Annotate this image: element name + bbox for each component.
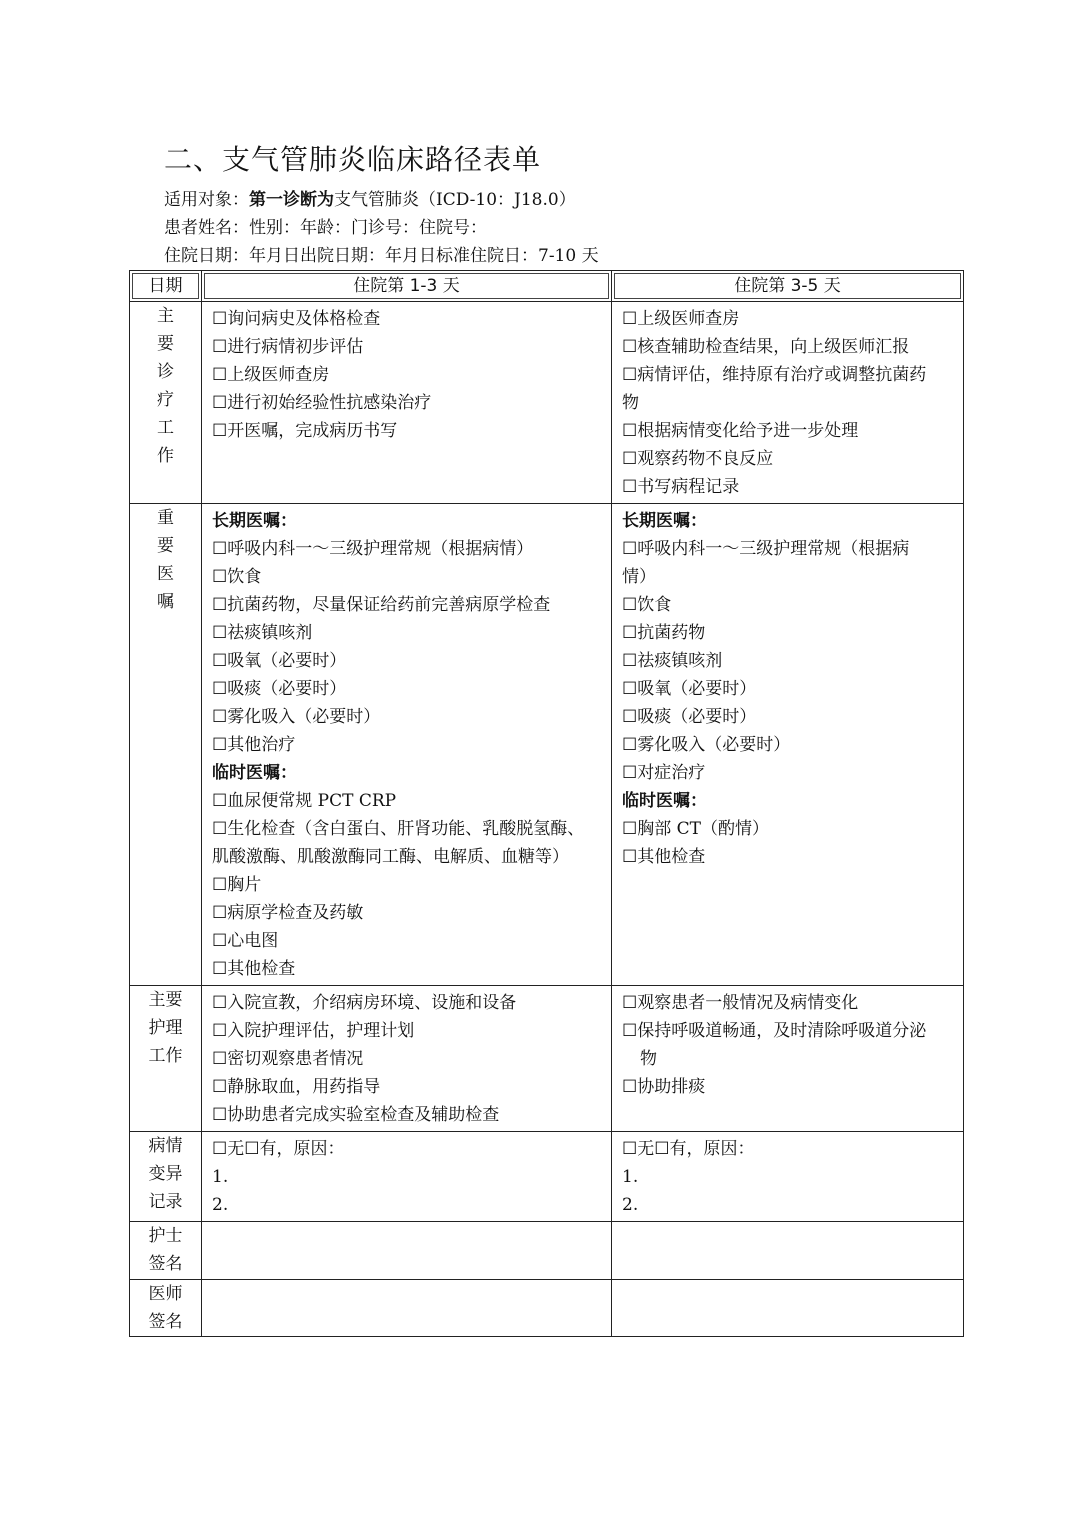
list-item: ☐吸氧（必要时）	[622, 679, 757, 699]
orders-day3-5	[612, 504, 964, 986]
list-item: ☐饮食	[212, 567, 262, 587]
list-item: 主	[157, 306, 174, 326]
meta-patient-info: 患者姓名：性别：年龄：门诊号：住院号：	[164, 218, 487, 238]
main-work-day1-3	[202, 302, 612, 504]
list-item: ☐胸部 CT（酌情）	[622, 819, 769, 839]
list-item: ☐进行初始经验性抗感染治疗	[212, 393, 432, 413]
list-item: ☐吸氧（必要时）	[212, 651, 347, 671]
list-item: 1.	[622, 1167, 639, 1187]
list-item: ☐无☐有，原因：	[212, 1139, 345, 1159]
nursing-col2-indent: 物	[640, 1049, 657, 1069]
meta-applicable-bold: 第一诊断为	[249, 190, 334, 210]
nursing-day1-3	[202, 986, 612, 1132]
row-nursing-label	[130, 986, 202, 1132]
list-orders-label	[130, 504, 201, 616]
row-nurse-sign	[130, 1222, 964, 1280]
list-nursing-label	[130, 986, 201, 1070]
list-main-work-col1	[202, 302, 611, 447]
list-item: ☐心电图	[212, 931, 279, 951]
list-item: ☐协助排痰	[622, 1077, 706, 1097]
list-orders-col1-long	[212, 535, 603, 759]
list-item: ☐上级医师查房	[622, 309, 740, 329]
header-day1-3	[202, 271, 612, 302]
list-item: ☐对症治疗	[622, 763, 706, 783]
doctor-sign-day3-5[interactable]	[612, 1280, 964, 1337]
list-item: ☐生化检查（含白蛋白、肝肾功能、乳酸脱氢酶、	[212, 819, 585, 839]
nursing-col2	[612, 986, 963, 1103]
list-item: 2.	[622, 1195, 639, 1215]
list-item: 工作	[148, 1046, 183, 1066]
nursing-day3-5	[612, 986, 964, 1132]
list-main-work-label	[130, 302, 201, 470]
list-item: ☐其他检查	[622, 847, 706, 867]
list-item: ☐根据病情变化给予进一步处理	[622, 421, 859, 441]
list-item: ☐雾化吸入（必要时）	[212, 707, 381, 727]
table-header-row	[130, 271, 964, 302]
list-item: 重	[157, 508, 174, 528]
nurse-sign-day1-3[interactable]	[202, 1222, 612, 1280]
list-item: ☐其他检查	[212, 959, 296, 979]
clinical-pathway-table	[129, 270, 964, 1337]
list-item: 主要	[148, 990, 183, 1010]
list-item: ☐上级医师查房	[212, 365, 330, 385]
header-day3-5	[612, 271, 964, 302]
list-nursing-col2	[622, 989, 955, 1045]
row-nurse-sign-label	[130, 1222, 202, 1280]
list-item: ☐书写病程记录	[622, 477, 740, 497]
list-item: 病情	[148, 1136, 183, 1156]
list-orders-col2-temp	[622, 815, 955, 871]
orders-col1	[202, 504, 611, 985]
row-variation	[130, 1132, 964, 1222]
row-variation-label	[130, 1132, 202, 1222]
list-item: ☐饮食	[622, 595, 672, 615]
list-item: 情）	[622, 567, 656, 587]
list-item: 嘱	[157, 592, 174, 612]
list-item: ☐密切观察患者情况	[212, 1049, 364, 1069]
list-item: ☐询问病史及体格检查	[212, 309, 381, 329]
list-item: 2.	[212, 1195, 229, 1215]
list-item: ☐呼吸内科一～三级护理常规（根据病	[622, 539, 910, 559]
list-item: ☐祛痰镇咳剂	[622, 651, 723, 671]
row-main-work-label	[130, 302, 202, 504]
orders-col2	[612, 504, 963, 873]
list-main-work-col2	[612, 302, 963, 503]
list-item: ☐祛痰镇咳剂	[212, 623, 313, 643]
orders-day1-3	[202, 504, 612, 986]
list-item: 作	[157, 446, 174, 466]
list-item: ☐进行病情初步评估	[212, 337, 364, 357]
list-orders-col2-long	[622, 535, 955, 787]
list-item: ☐静脉取血，用药指导	[212, 1077, 381, 1097]
list-nursing-col1	[202, 986, 611, 1131]
list-item: ☐无☐有，原因：	[622, 1139, 755, 1159]
list-variation-col2	[612, 1132, 963, 1221]
meta-applicable	[164, 186, 576, 214]
list-item: 1.	[212, 1167, 229, 1187]
list-orders-col1-temp	[212, 787, 603, 983]
row-orders	[130, 504, 964, 986]
list-item: ☐呼吸内科一～三级护理常规（根据病情）	[212, 539, 534, 559]
list-item: ☐抗菌药物，尽量保证给药前完善病原学检查	[212, 595, 551, 615]
main-work-day3-5	[612, 302, 964, 504]
header-date	[130, 271, 202, 302]
list-item: ☐协助患者完成实验室检查及辅助检查	[212, 1105, 500, 1125]
header-day3-5-label: 住院第 3-5 天	[614, 273, 961, 299]
list-item: 医	[157, 564, 174, 584]
row-doctor-sign-label	[130, 1280, 202, 1337]
list-nursing-col2-after	[622, 1073, 955, 1101]
list-item: 记录	[148, 1192, 183, 1212]
list-item: ☐血尿便常规 PCT CRP	[212, 791, 397, 811]
list-item: 签名	[148, 1312, 183, 1332]
variation-day1-3	[202, 1132, 612, 1222]
list-item: 工	[157, 418, 174, 438]
nurse-sign-day3-5[interactable]	[612, 1222, 964, 1280]
meta-applicable-rest: 支气管肺炎（ICD-10：J18.0）	[334, 190, 576, 210]
list-item: ☐开医嘱，完成病历书写	[212, 421, 398, 441]
meta-dates: 住院日期：年月日出院日期：年月日标准住院日：7-10 天	[164, 246, 599, 266]
list-nurse-sign-label	[130, 1222, 201, 1278]
list-item: 医师	[148, 1284, 183, 1304]
header-day1-3-label: 住院第 1-3 天	[204, 273, 609, 299]
list-item: 疗	[157, 390, 174, 410]
list-item: 护理	[148, 1018, 183, 1038]
list-item: ☐观察患者一般情况及病情变化	[622, 993, 859, 1013]
list-item: ☐胸片	[212, 875, 262, 895]
list-item: ☐吸痰（必要时）	[212, 679, 347, 699]
row-main-work	[130, 302, 964, 504]
list-item: 护士	[148, 1226, 183, 1246]
row-orders-label	[130, 504, 202, 986]
long-term-orders-title: 长期医嘱：	[622, 511, 707, 531]
list-item: ☐抗菌药物	[622, 623, 706, 643]
list-item: ☐保持呼吸道畅通，及时清除呼吸道分泌	[622, 1021, 927, 1041]
list-item: ☐入院宣教，介绍病房环境、设施和设备	[212, 993, 517, 1013]
list-item: 变异	[148, 1164, 183, 1184]
list-item: ☐入院护理评估，护理计划	[212, 1021, 415, 1041]
list-item: ☐其他治疗	[212, 735, 296, 755]
list-item: ☐吸痰（必要时）	[622, 707, 757, 727]
list-item: ☐病原学检查及药敏	[212, 903, 364, 923]
temporary-orders-title: 临时医嘱：	[212, 763, 297, 783]
doctor-sign-day1-3[interactable]	[202, 1280, 612, 1337]
list-item: 肌酸激酶、肌酸激酶同工酶、电解质、血糖等）	[212, 847, 569, 867]
list-variation-label	[130, 1132, 201, 1216]
meta-applicable-prefix: 适用对象：	[164, 190, 249, 210]
list-item: ☐雾化吸入（必要时）	[622, 735, 791, 755]
list-item: 要	[157, 334, 174, 354]
page-title: 二、支气管肺炎临床路径表单	[164, 143, 542, 176]
variation-day3-5	[612, 1132, 964, 1222]
long-term-orders-title: 长期医嘱：	[212, 511, 297, 531]
list-item: ☐观察药物不良反应	[622, 449, 774, 469]
header-date-label: 日期	[132, 273, 199, 299]
list-item: ☐病情评估，维持原有治疗或调整抗菌药	[622, 365, 927, 385]
list-item: 物	[622, 393, 639, 413]
row-doctor-sign	[130, 1280, 964, 1337]
list-item: 诊	[157, 362, 174, 382]
list-doctor-sign-label	[130, 1280, 201, 1336]
list-item: 签名	[148, 1254, 183, 1274]
temporary-orders-title: 临时医嘱：	[622, 791, 707, 811]
row-nursing	[130, 986, 964, 1132]
list-item: ☐核查辅助检查结果，向上级医师汇报	[622, 337, 910, 357]
list-variation-col1	[202, 1132, 611, 1221]
list-item: 要	[157, 536, 174, 556]
